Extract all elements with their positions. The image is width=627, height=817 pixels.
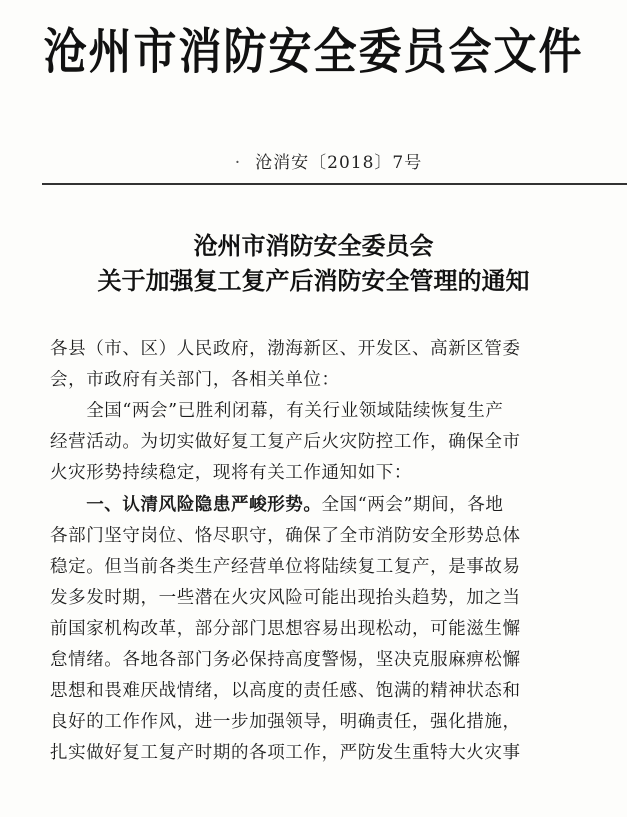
section1-line: 各部门坚守岗位、恪尽职守，确保了全市消防安全形势总体 <box>50 526 521 546</box>
section1-first-rest: 全国“两会”期间，各地 <box>321 495 504 515</box>
document-number <box>0 148 627 173</box>
section1-line: 思想和畏难厌战情绪，以高度的责任感、饱满的精神状态和 <box>50 681 521 701</box>
notice-title-line1: 沧州市消防安全委员会 <box>193 232 434 260</box>
margin-mark: · <box>234 153 242 173</box>
intro-line: 全国“两会”已胜利闭幕，有关行业领域陆续恢复生产 <box>50 401 504 421</box>
addressee-line: 会，市政府有关部门，各相关单位： <box>50 370 340 390</box>
section1-line: 发多发时期，一些潜在火灾风险可能出现抬头趋势，加之当 <box>50 588 521 608</box>
intro-line: 火灾形势持续稳定，现将有关工作通知如下： <box>50 463 412 483</box>
document-header-title: 沧州市消防安全委员会文件 <box>43 24 584 81</box>
section1-line: 前国家机构改革，部分部门思想容易出现松动，可能滋生懈 <box>50 619 521 639</box>
section1-first-line <box>50 490 610 521</box>
intro-line: 经营活动。为切实做好复工复产后火灾防控工作，确保全市 <box>50 432 521 452</box>
addressee-paragraph <box>50 334 610 396</box>
section1-paragraph <box>50 490 610 769</box>
section1-line: 稳定。但当前各类生产经营单位将陆续复工复产，是事故易 <box>50 557 521 577</box>
section1-line: 良好的工作作风，进一步加强领导，明确责任，强化措施， <box>50 712 521 732</box>
document-number-text: 沧消安〔2018〕7号 <box>255 153 423 173</box>
notice-title-line2: 关于加强复工复产后消防安全管理的通知 <box>97 267 530 295</box>
intro-paragraph <box>50 396 610 489</box>
header-divider <box>42 183 627 185</box>
section1-line: 怠情绪。各地各部门务必保持高度警惕，坚决克服麻痹松懈 <box>50 650 521 670</box>
section1-heading: 一、认清风险隐患严峻形势。 <box>50 495 322 515</box>
section1-line: 扎实做好复工复产时期的各项工作，严防发生重特大火灾事 <box>50 743 521 763</box>
addressee-line: 各县（市、区）人民政府，渤海新区、开发区、高新区管委 <box>50 339 521 359</box>
